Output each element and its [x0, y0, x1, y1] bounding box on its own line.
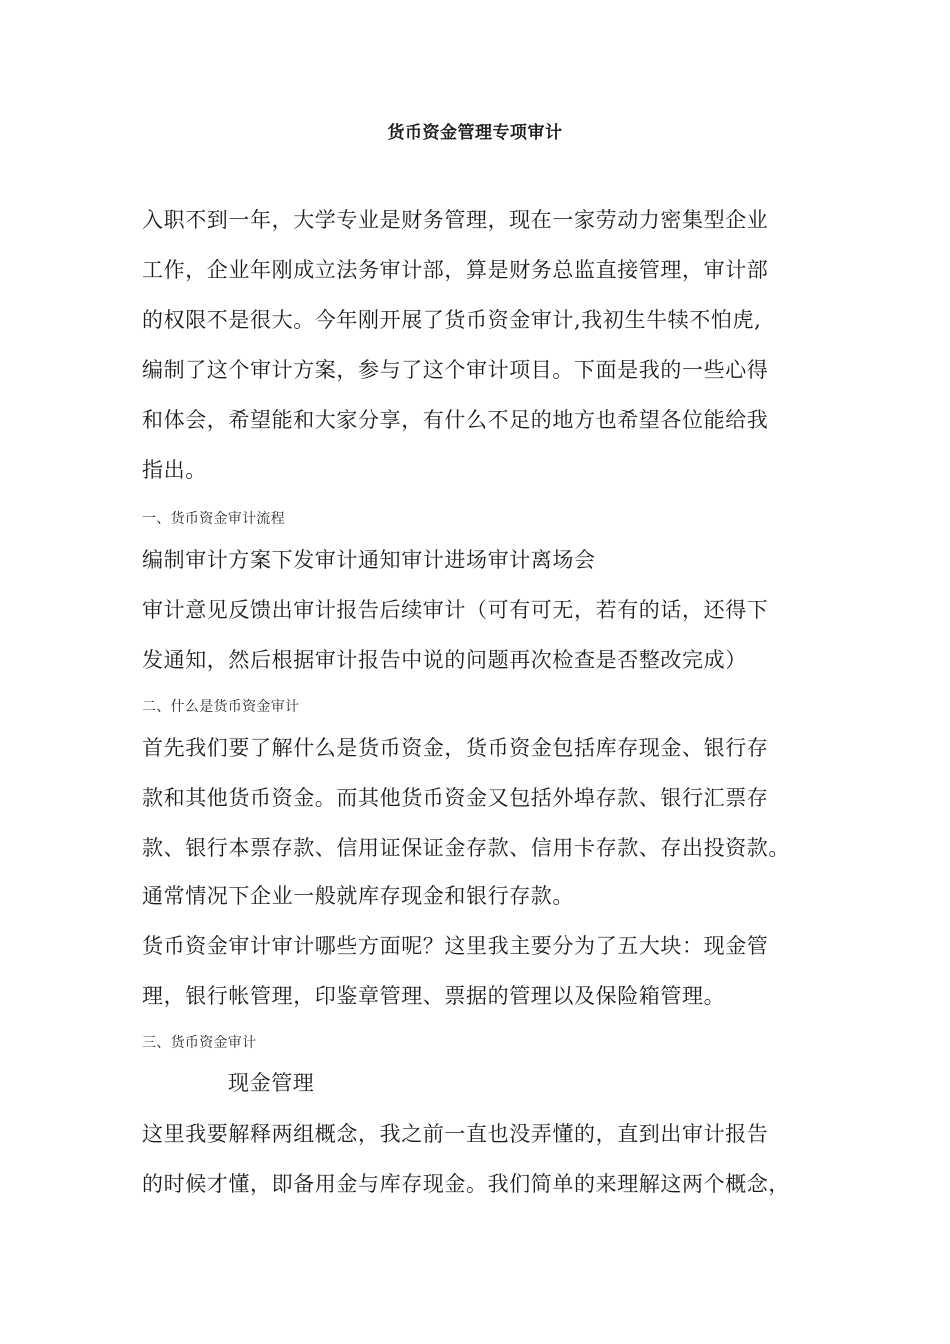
body-line: 这里我要解释两组概念，我之前一直也没弄懂的，直到出审计报告: [142, 1122, 769, 1146]
intro-line: 指出。: [142, 458, 207, 482]
intro-line: 入职不到一年，大学专业是财务管理，现在一家劳动力密集型企业: [142, 208, 769, 232]
body-line: 通常情况下企业一般就库存现金和银行存款。: [142, 884, 574, 908]
document-title: 货币资金管理专项审计: [387, 123, 563, 143]
body-line: 编制审计方案下发审计通知审计进场审计离场会: [142, 548, 596, 572]
intro-line: 的权限不是很大。今年刚开展了货币资金审计,我初生牛犊不怕虎,: [142, 308, 762, 332]
body-line: 理，银行帐管理，印鉴章管理、票据的管理以及保险箱管理。: [142, 984, 726, 1008]
body-line: 款、银行本票存款、信用证保证金存款、信用卡存款、存出投资款。: [142, 836, 790, 860]
intro-line: 工作，企业年刚成立法务审计部，算是财务总监直接管理，审计部: [142, 258, 769, 282]
section-heading: 三、货币资金审计: [142, 1035, 257, 1051]
body-line: 审计意见反馈出审计报告后续审计（可有可无，若有的话，还得下: [142, 598, 769, 622]
subsection-heading: 现金管理: [228, 1071, 315, 1095]
body-line: 发通知，然后根据审计报告中说的问题再次检查是否整改完成）: [142, 648, 747, 672]
body-line: 的时候才懂，即备用金与库存现金。我们简单的来理解这两个概念，: [142, 1172, 790, 1196]
body-line: 首先我们要了解什么是货币资金，货币资金包括库存现金、银行存: [142, 736, 769, 760]
body-line: 款和其他货币资金。而其他货币资金又包括外埠存款、银行汇票存: [142, 786, 769, 810]
intro-line: 编制了这个审计方案，参与了这个审计项目。下面是我的一些心得: [142, 358, 769, 382]
section-heading: 一、货币资金审计流程: [142, 511, 285, 527]
intro-line: 和体会，希望能和大家分享，有什么不足的地方也希望各位能给我: [142, 408, 769, 432]
section-heading: 二、什么是货币资金审计: [142, 699, 300, 715]
body-line: 货币资金审计审计哪些方面呢？这里我主要分为了五大块：现金管: [142, 934, 769, 958]
